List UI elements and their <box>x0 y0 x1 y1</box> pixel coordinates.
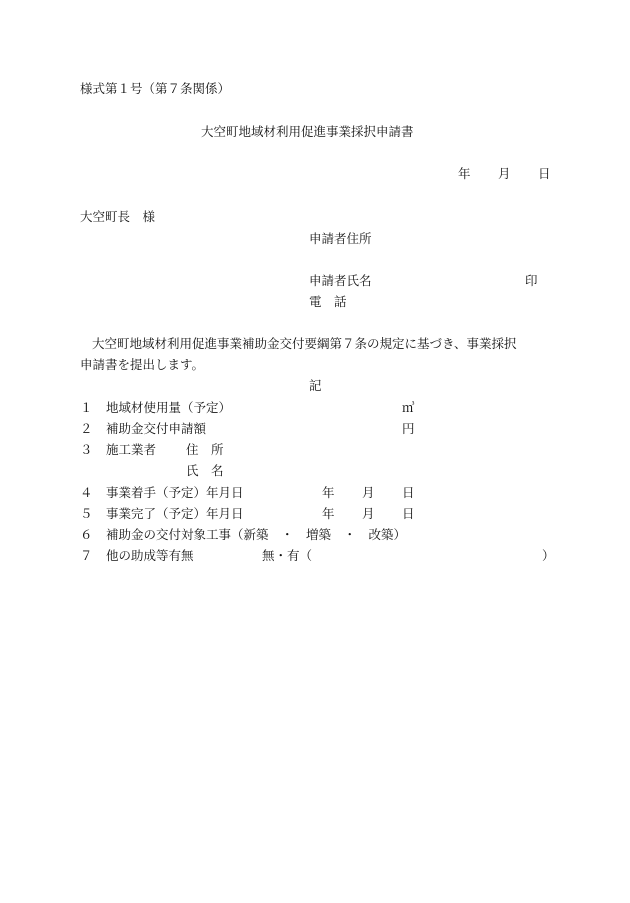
date-month: 月 <box>362 485 375 500</box>
contractor-address-label: 住 所 <box>186 442 224 457</box>
seal-mark: 印 <box>525 273 538 288</box>
date-month: 月 <box>362 506 375 521</box>
date-year: 年 <box>322 485 335 500</box>
item-number: ７ <box>80 548 93 563</box>
date-day: 日 <box>402 506 415 521</box>
form-number: 様式第１号（第７条関係） <box>80 81 231 96</box>
item-number: ６ <box>80 527 93 542</box>
document-title: 大空町地域材利用促進事業採択申請書 <box>201 124 414 139</box>
item-label: 事業着手（予定）年月日 <box>106 485 244 500</box>
item-number: ５ <box>80 506 93 521</box>
body-text-line-1: 大空町地域材利用促進事業補助金交付要綱第７条の規定に基づき、事業採択 <box>92 336 517 351</box>
phone-label: 電 話 <box>309 294 347 309</box>
item-label: 事業完了（予定）年月日 <box>106 506 244 521</box>
date-day: 日 <box>402 485 415 500</box>
body-text-line-2: 申請書を提出します。 <box>80 357 205 372</box>
other-subsidy-choice: 無・有（ <box>262 548 313 563</box>
contractor-name-label: 氏 名 <box>186 463 224 478</box>
date-year: 年 <box>322 506 335 521</box>
item-number: ２ <box>80 421 93 436</box>
item-label: 地域材使用量（予定） <box>106 400 232 415</box>
item-number: ４ <box>80 485 93 500</box>
item-number: ３ <box>80 442 93 457</box>
item-unit-yen: 円 <box>402 421 415 436</box>
ki-heading: 記 <box>309 378 322 393</box>
item-unit-cubic-meter: ㎥ <box>402 400 415 415</box>
applicant-address-label: 申請者住所 <box>309 231 372 246</box>
closing-paren: ） <box>542 548 555 563</box>
item-label: 施工業者 <box>106 442 157 457</box>
date-day: 日 <box>538 166 551 181</box>
date-month: 月 <box>498 166 511 181</box>
applicant-name-label: 申請者氏名 <box>309 273 372 288</box>
date-year: 年 <box>458 166 471 181</box>
item-label: 他の助成等有無 <box>106 548 194 563</box>
addressee: 大空町長 様 <box>80 209 156 224</box>
item-label: 補助金交付申請額 <box>106 421 207 436</box>
item-number: １ <box>80 400 93 415</box>
item-label: 補助金の交付対象工事（新築 ・ 増築 ・ 改築） <box>106 527 407 542</box>
